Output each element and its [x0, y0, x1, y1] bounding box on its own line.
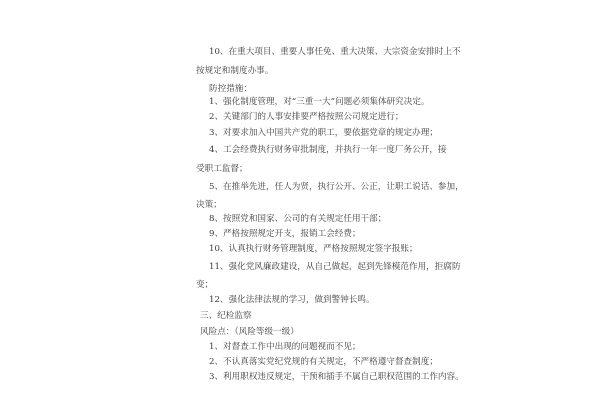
text-line: 10、认真执行财务管理制度，严格按照规定签字报账；	[209, 244, 418, 254]
text-line: 4、工会经费执行财务审批制度，并执行一年一度厂务公开，接	[209, 145, 447, 155]
text-line: 12、强化法律法规的学习，做到警钟长鸣。	[209, 295, 375, 305]
text-line: 11、强化党风廉政建设，从自己做起，起到先锋模范作用，拒腐防	[209, 262, 461, 272]
section-heading: 三、纪检监察	[200, 311, 252, 321]
text-line: 受职工监督；	[196, 164, 248, 174]
text-line: 按规定和制度办事。	[196, 66, 274, 76]
text-line: 3、对要求加入中国共产党的职工，要依据党章的规定办理；	[209, 128, 438, 138]
text-line: 1、对督查工作中出现的问题视而不见；	[209, 342, 361, 352]
text-line: 1、强化制度管理，对“三重一大”问题必须集体研究决定。	[209, 97, 430, 107]
text-line: 9、严格按照规定开支，报销工会经费；	[209, 229, 361, 239]
text-line: 2、不认真落实党纪党规的有关规定，不严格遵守督查制度；	[209, 357, 438, 367]
text-line: 决策；	[196, 200, 222, 210]
text-line: 变；	[196, 280, 214, 290]
section-heading: 防控措施：	[209, 84, 252, 94]
text-line: 5、在推举先进，任人为贤，执行公开、公正，让职工说话、参加，	[209, 182, 464, 192]
text-line: 8、按照党和国家、公司的有关规定任用干部；	[209, 214, 387, 224]
text-line: 3、利用职权违反规定，干预和插手不属自己职权范围的工作内容。	[209, 372, 464, 382]
text-line: 10、在重大项目、重要人事任免、重大决策、大宗资金安排时上不	[209, 47, 461, 57]
text-line: 风险点：（风险等级一级）	[200, 327, 299, 337]
text-line: 2、关键部门的人事安排要严格按照公司规定进行；	[209, 112, 404, 122]
